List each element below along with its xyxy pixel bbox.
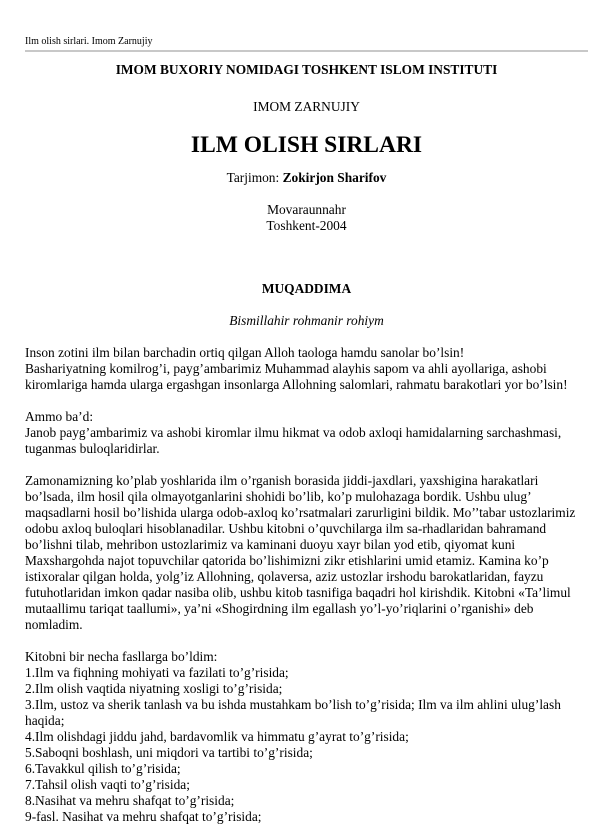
paragraph-2 — [25, 409, 588, 457]
paragraph-3-text: Zamonamizning ko’plab yoshlarida ilm o’rganish borasida jiddi-jaxdlari, yaxshigina harakatlari bo’lsada, ilm hosil qila olmayotganlarini shohidi bo’lib, ko’p mulohazaga bordik. Ushbu ulug’ maqsadlarni hosil bo’lishida ularga odob-axloq ko’rsatmalari zarurligini bildik. Mo’’tabar ustozlarimiz odobu axloq buloqlari hisoblanadilar. Ushbu kitobni o’quvchilarga ilm sa-rhadlaridan bahramand bo’lishni tilab, mehribon ustozlarimiz va kaminani duoyu xayr bilan yod etib, qiyomat kuni Maxshargohda najot topuvchilar qatorida bo’lishimizni zikr etishlarini umid etamiz. Kamina ko’p istixoralar qilgan holda, yolg’iz Allohning, qolaversa, aziz ustozlar irshodu barokatlaridan, fayzu futuhotlaridan imkon qadar nasiba olib, ushbu kitob tasnifiga baqadri hol kirishdik. Kitobni «Ta’limul mutaallimu tariqat taallumi», ya’ni «Shogirdning ilm egallash yo’l-yo’riqlarini o’rganishi» deb nomladim. — [25, 473, 576, 632]
book-title: ILM OLISH SIRLARI — [190, 132, 423, 158]
document-content — [25, 62, 588, 825]
paragraph-1-line-2: Bashariyatning komilrog’i, payg’ambarimiz Muhammad alayhis sapom va ahli ayollariga, ashobi kiromlariga hamda ularga ergashgan insonlarga Allohning salomlari, rahmatu barakotlari yor bo’lsin! — [25, 361, 568, 392]
chapter-item: 7.Tahsil olish vaqti to’g’risida; — [25, 777, 190, 792]
paragraph-2-line-2: Janob payg’ambarimiz va ashobi kiromlar ilmu hikmat va odob axloqi hamidalarning sarchashmasi, tuganmas buloqlaridirlar. — [25, 425, 562, 456]
paragraph-3 — [25, 473, 588, 633]
chapter-item: 5.Saboqni boshlash, uni miqdori va tartibi to’g’risida; — [25, 745, 313, 760]
author-name: IMOM ZARNUJIY — [253, 99, 360, 114]
chapter-item: 4.Ilm olishdagi jiddu jahd, bardavomlik va himmatu g’ayrat to’g’risida; — [25, 729, 409, 744]
institute-name: IMOM BUXORIY NOMIDAGI TOSHKENT ISLOM INSTITUTI — [115, 62, 498, 77]
place-city-year: Toshkent-2004 — [266, 218, 347, 233]
chapter-item: 3.Ilm, ustoz va sherik tanlash va bu ishda mustahkam bo’lish to’g’risida; Ilm va ilm ahlini ulug’lash haqida; — [25, 697, 561, 728]
chapter-list — [25, 665, 588, 825]
chapter-list-section — [25, 649, 588, 825]
place-region: Movaraunnahr — [267, 202, 346, 217]
running-title: Ilm olish sirlari. Imom Zarnujiy — [25, 36, 153, 47]
section-title: MUQADDIMA — [261, 281, 352, 296]
chapter-item: 2.Ilm olish vaqtida niyatning xosligi to’g’risida; — [25, 681, 283, 696]
translator-line — [25, 170, 588, 186]
page-header — [25, 36, 588, 52]
basmala: Bismillahir rohmanir rohiym — [229, 313, 384, 328]
chapters-intro: Kitobni bir necha fasllarga bo’ldim: — [25, 649, 218, 664]
paragraph-2-line-1: Ammo ba’d: — [25, 409, 94, 424]
translator-name: Zokirjon Sharifov — [282, 170, 387, 185]
paragraph-1 — [25, 345, 588, 393]
publication-place — [25, 202, 588, 234]
chapter-item: 8.Nasihat va mehru shafqat to’g’risida; — [25, 793, 235, 808]
chapter-item: 6.Tavakkul qilish to’g’risida; — [25, 761, 181, 776]
translator-label: Tarjimon: — [226, 170, 283, 185]
header-rule — [25, 50, 588, 52]
paragraph-1-line-1: Inson zotini ilm bilan barchadin ortiq qilgan Alloh taologa hamdu sanolar bo’lsin! — [25, 345, 465, 360]
chapter-item: 9-fasl. Nasihat va mehru shafqat to’g’risida; — [25, 809, 262, 824]
chapter-item: 1.Ilm va fiqhning mohiyati va fazilati to’g’risida; — [25, 665, 289, 680]
